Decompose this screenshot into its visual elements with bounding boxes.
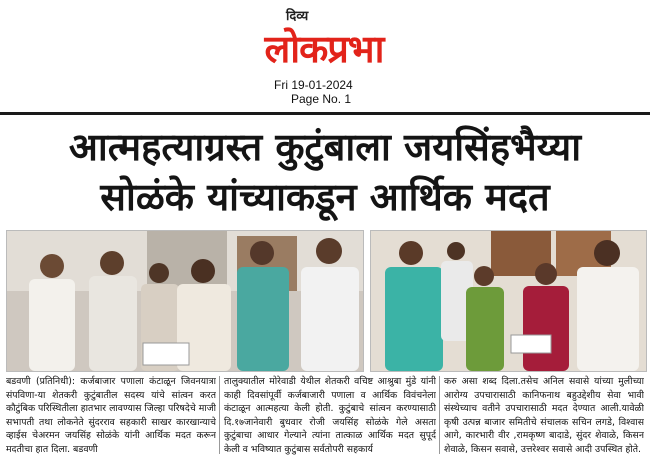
brand-tagline: दिव्य — [286, 9, 309, 24]
photo-cheque-handover — [6, 230, 364, 372]
masthead-divider — [0, 112, 650, 115]
headline-line-2: सोळंके यांच्याकडून आर्थिक मदत — [100, 175, 550, 219]
brand-logo — [236, 24, 412, 74]
article-column-1: बडवणी (प्रतिनिधी): कर्जबाजार पणाला कंटाळून जिवनयात्रा संपविणा-या शेतकरी कुटुंबातील सदस्य यांचे सांत्वन करत कौटुंबिक परिस्थितीला हातभार लावण्यास जिल्हा परिषदेचे माजी सभापती तथा लोकनेते सुंदरराव सहकारी साखर कारखान्याचे व्हाईस चेअरमन जयसिंह सोळंके यांनी आर्थिक मदत करून मदतीचा हात दिला. बडवणी — [6, 376, 216, 455]
edition-date: Fri 19-01-2024 — [274, 78, 353, 92]
headline-line-1: आत्महत्याग्रस्त कुटुंबाला जयसिंहभैय्या — [68, 125, 582, 169]
column-separator — [439, 376, 440, 454]
article-headline — [0, 122, 650, 222]
masthead — [0, 0, 650, 110]
photo-illustration-left — [7, 231, 363, 371]
photo-family-help — [370, 230, 647, 372]
article-column-2: तालुक्यातील मोरेवाडी येथील शेतकरी वचिष्ट आश्रुबा मुंडे यांनी काही दिवसांपूर्वी कर्जबाजारी पणाला व आर्थिक विवंचनेला कंटाळून आत्महत्या केली होती. कुटुंबाचे सांत्वन करण्यासाठी दि.१७जानेवारी बुधवार रोजी जयसिंह सोळंके गेले असता कुटुंबाचा आधार गेल्याने त्यांना तात्काळ आर्थिक मदत सुपूर्द केली व भविष्यात कुटुंबास सर्वतोपरी सहकार्य — [224, 376, 436, 455]
column-separator — [219, 376, 220, 454]
page-number: Page No. 1 — [291, 92, 352, 106]
photo-illustration-right — [371, 231, 646, 371]
brand-name: लोकप्रभा — [264, 27, 384, 71]
article-column-3: करु असा शब्द दिला.तसेच अनिल सवासे यांच्या मुलीच्या आरोग्य उपचारासाठी कानिफनाथ बहुउद्देशीय सेवा भावी संस्थेच्याच वतीने उपचारासाठी मदत देण्यात आली.यावेळी कृषी उत्पन्न बाजार समितीचे संचालक सचिन लगडे, विश्वास आगे, कारभारी वीर ,रामकृष्ण बादाडे, सुंदर शेवाळे, किसन शेवाळे, किसन सवासे, उत्तरेश्वर सवासे आदी उपस्थित होते. — [444, 376, 644, 455]
